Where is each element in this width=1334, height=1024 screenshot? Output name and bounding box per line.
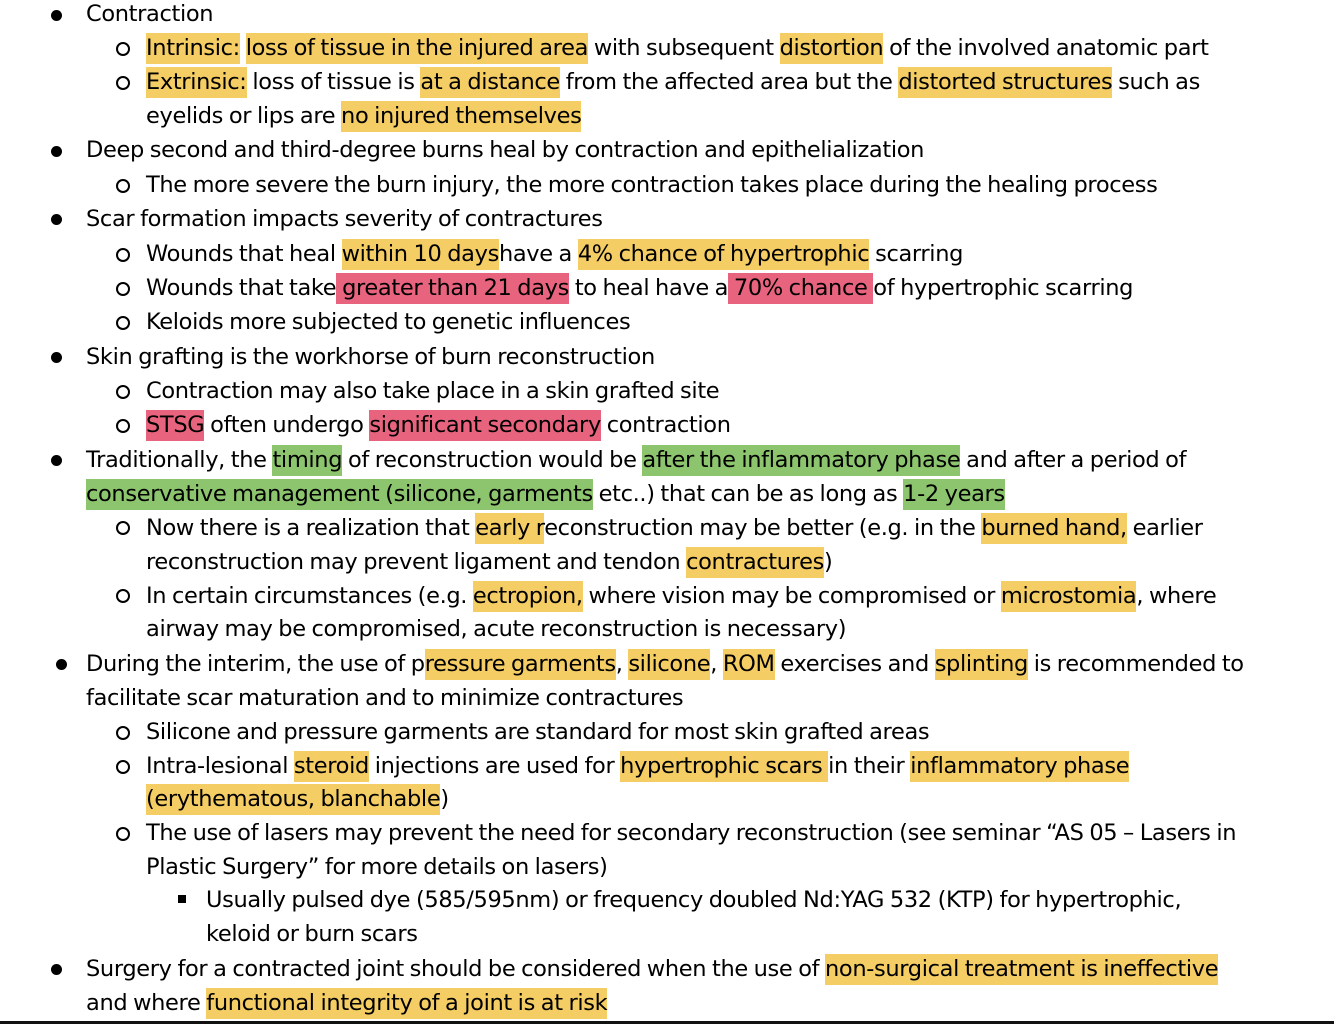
highlighted-text: significant secondary	[369, 410, 601, 441]
sub-bullet-icon	[116, 827, 130, 841]
sub-bullet-item	[146, 715, 929, 749]
text-run: loss of tissue is	[246, 69, 421, 95]
text-run: Scar formation impacts severity of contractures	[86, 206, 603, 232]
bullet-item	[86, 0, 213, 31]
highlighted-text: at a distance	[420, 67, 560, 98]
text-run: Contraction	[86, 1, 214, 27]
highlighted-text: STSG	[146, 410, 204, 441]
sub-bullet-item	[146, 271, 1133, 305]
highlighted-text: (erythematous, blanchable	[146, 784, 440, 815]
text-run: from the affected area but the	[559, 69, 899, 95]
text-run: Intra-lesional	[146, 753, 294, 779]
text-run: etc..) that can be as long as	[592, 481, 904, 507]
sub-bullet-continuation	[146, 99, 581, 133]
sub-bullet-continuation	[146, 612, 846, 646]
bullet-item	[86, 202, 603, 236]
sub-bullet-item	[146, 168, 1158, 202]
sub-bullet-item	[146, 579, 1216, 613]
text-run: During the interim, the use of p	[86, 651, 425, 677]
text-run: earlier	[1126, 515, 1203, 541]
text-run: reconstruction may prevent ligament and tendon	[146, 549, 687, 575]
highlighted-text: 1-2 years	[903, 479, 1005, 510]
text-run: airway may be compromised, acute reconstruction is necessary)	[146, 616, 847, 642]
sub-bullet-icon	[116, 282, 130, 296]
highlighted-text: silicone	[628, 649, 710, 680]
bullet-icon	[51, 455, 62, 466]
text-run: , where	[1136, 583, 1217, 609]
text-run: where vision may be compromised or	[582, 583, 1001, 609]
bullet-icon	[51, 964, 62, 975]
text-run: contraction	[600, 412, 731, 438]
sub-bullet-continuation	[146, 782, 449, 816]
text-run: often undergo	[204, 412, 370, 438]
highlighted-text: microstomia	[1001, 581, 1136, 612]
square-bullet-icon	[178, 895, 186, 903]
text-run: The use of lasers may prevent the need for secondary reconstruction (see seminar “AS 05 – Lasers in	[146, 820, 1237, 846]
highlighted-text: within 10 days	[342, 239, 499, 270]
text-run: exercises and	[774, 651, 935, 677]
text-run: injections are used for	[368, 753, 621, 779]
text-run: )	[823, 549, 833, 575]
text-run: Now there is a realization that	[146, 515, 476, 541]
sub-sub-bullet-item	[206, 883, 1181, 917]
bullet-item	[86, 133, 924, 167]
highlighted-text: timing	[272, 445, 342, 476]
bullet-icon	[56, 659, 67, 670]
bullet-item	[86, 443, 1186, 477]
text-run: facilitate scar maturation and to minimize contractures	[86, 685, 684, 711]
sub-bullet-item	[146, 511, 1203, 545]
highlighted-text: ectropion,	[473, 581, 583, 612]
highlighted-text: burned hand,	[981, 513, 1126, 544]
sub-bullet-icon	[116, 385, 130, 399]
text-run: scarring	[869, 241, 964, 267]
highlighted-text: inflammatory phase	[910, 751, 1129, 782]
text-run: ,	[710, 651, 723, 677]
sub-bullet-icon	[116, 726, 130, 740]
highlighted-text: ressure garments	[425, 649, 616, 680]
text-run: The more severe the burn injury, the more contraction takes place during the healing process	[146, 172, 1158, 198]
text-run: Usually pulsed dye (585/595nm) or frequency doubled Nd:YAG 532 (KTP) for hypertrophic,	[206, 887, 1182, 913]
text-run: Traditionally, the	[86, 447, 273, 473]
text-run: eyelids or lips are	[146, 103, 342, 129]
text-run: with subsequent	[588, 35, 780, 61]
text-run: is recommended to	[1027, 651, 1244, 677]
text-run: such as	[1112, 69, 1200, 95]
text-run: have a	[498, 241, 578, 267]
sub-bullet-continuation	[146, 545, 832, 579]
text-run: keloid or burn scars	[206, 921, 418, 947]
sub-bullet-item	[146, 305, 630, 339]
highlighted-text: non-surgical treatment is ineffective	[825, 954, 1218, 985]
text-run: Silicone and pressure garments are standard for most skin grafted areas	[146, 719, 930, 745]
sub-bullet-item	[146, 749, 1129, 783]
highlighted-text: Extrinsic:	[146, 67, 247, 98]
text-run: and where	[86, 990, 207, 1016]
highlighted-text: 70% chance	[728, 273, 873, 304]
bullet-item	[86, 647, 1244, 681]
sub-bullet-icon	[116, 589, 130, 603]
text-run: In certain circumstances (e.g.	[146, 583, 473, 609]
text-run: Wounds that take	[146, 275, 337, 301]
sub-bullet-icon	[116, 179, 130, 193]
sub-bullet-item	[146, 408, 731, 442]
text-run: and after a period of	[960, 447, 1187, 473]
sub-bullet-icon	[116, 76, 130, 90]
text-run: ,	[615, 651, 629, 677]
highlighted-text: steroid	[294, 751, 369, 782]
sub-bullet-item	[146, 65, 1200, 99]
sub-bullet-item	[146, 237, 963, 271]
sub-bullet-icon	[116, 419, 130, 433]
sub-bullet-icon	[116, 760, 130, 774]
bullet-item	[86, 952, 1218, 986]
highlighted-text: early r	[475, 513, 544, 544]
highlighted-text: greater than 21 days	[336, 273, 569, 304]
bullet-icon	[51, 214, 62, 225]
bullet-continuation	[86, 986, 607, 1020]
sub-bullet-icon	[116, 521, 130, 535]
text-run: Wounds that heal	[146, 241, 342, 267]
text-run: of hypertrophic scarring	[873, 275, 1134, 301]
sub-sub-bullet-continuation	[206, 917, 418, 951]
highlighted-text: distortion	[780, 33, 884, 64]
highlighted-text: Intrinsic:	[146, 33, 240, 64]
text-run: of the involved anatomic part	[883, 35, 1209, 61]
bullet-continuation	[86, 681, 683, 715]
sub-bullet-icon	[116, 316, 130, 330]
highlighted-text: contractures	[686, 547, 824, 578]
text-run: Contraction may also take place in a skin grafted site	[146, 378, 720, 404]
text-run: of reconstruction would be	[342, 447, 643, 473]
bullet-icon	[51, 146, 62, 157]
highlighted-text: after the inflammatory phase	[642, 445, 960, 476]
text-run: )	[440, 786, 449, 812]
text-run	[240, 35, 246, 61]
sub-bullet-continuation	[146, 850, 608, 884]
text-run: to heal have a	[569, 275, 729, 301]
text-run: Surgery for a contracted joint should be considered when the use of	[86, 956, 826, 982]
text-run: Keloids more subjected to genetic influences	[146, 309, 631, 335]
text-run: Skin grafting is the workhorse of burn reconstruction	[86, 344, 655, 370]
highlighted-text: loss of tissue in the injured area	[246, 33, 588, 64]
bullet-item	[86, 340, 655, 374]
text-run: in their	[828, 753, 911, 779]
highlighted-text: 4% chance of hypertrophic	[578, 239, 869, 270]
highlighted-text: no injured themselves	[341, 101, 581, 132]
text-run: econstruction may be better (e.g. in the	[544, 515, 982, 541]
bullet-icon	[51, 10, 62, 21]
sub-bullet-icon	[116, 248, 130, 262]
bullet-icon	[51, 352, 62, 363]
highlighted-text: distorted structures	[898, 67, 1112, 98]
sub-bullet-item	[146, 31, 1209, 65]
sub-bullet-item	[146, 816, 1236, 850]
highlighted-text: conservative management (silicone, garments	[86, 479, 593, 510]
sub-bullet-icon	[116, 42, 130, 56]
highlighted-text: functional integrity of a joint is at risk	[206, 988, 607, 1019]
text-run: Plastic Surgery” for more details on lasers)	[146, 854, 608, 880]
sub-bullet-item	[146, 374, 719, 408]
highlighted-text: hypertrophic scars	[620, 751, 828, 782]
highlighted-text: splinting	[935, 649, 1028, 680]
bullet-continuation	[86, 477, 1005, 511]
highlighted-text: ROM	[723, 649, 775, 680]
text-run: Deep second and third-degree burns heal by contraction and epithelialization	[86, 137, 925, 163]
